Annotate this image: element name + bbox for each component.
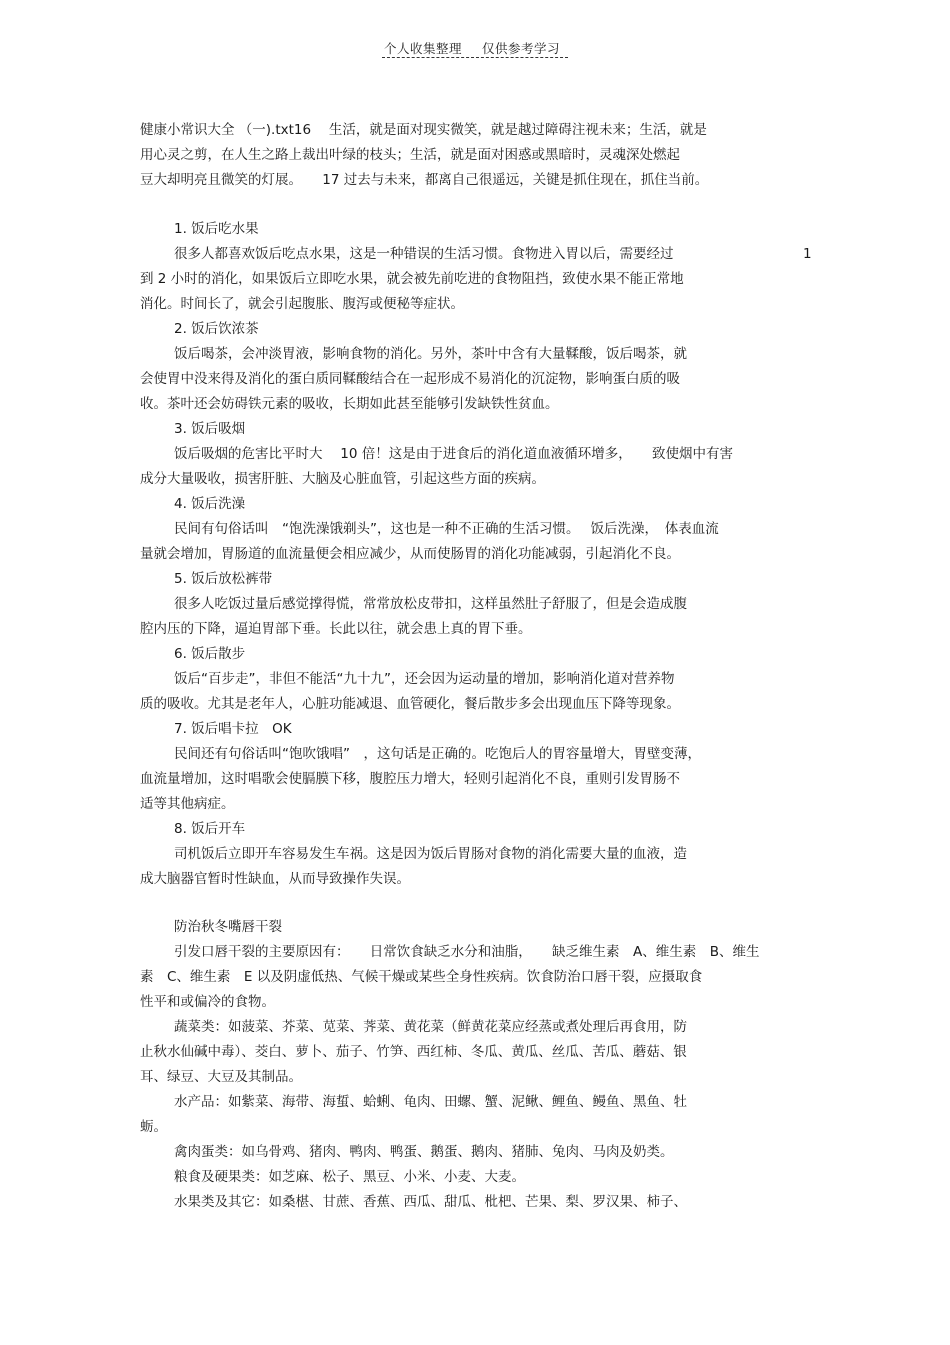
text-line: 适等其他病症。 [140, 796, 235, 812]
text-line: 性平和或偏冷的食物。 [140, 994, 275, 1010]
section-heading: 2. 饭后饮浓茶 [174, 321, 259, 337]
text-line: 蛎。 [140, 1119, 167, 1135]
text-line: 1 [803, 246, 812, 262]
text-line: 素 C、维生素 E 以及阴虚低热、气候干燥或某些全身性疾病。饮食防治口唇干裂，应摄取食 [140, 969, 703, 985]
text-line: 用心灵之剪，在人生之路上裁出叶绿的枝头；生活，就是面对困惑或黑暗时，灵魂深处燃起 [140, 147, 680, 163]
text-line: 民间有句俗话叫 “饱洗澡饿剃头”，这也是一种不正确的生活习惯。 饭后洗澡， 体表血流 [174, 521, 719, 537]
text-line: 到 2 小时的消化，如果饭后立即吃水果，就会被先前吃进的食物阻挡，致使水果不能正常地 [140, 271, 684, 287]
text-line: 饭后喝茶，会冲淡胃液，影响食物的消化。另外，茶叶中含有大量鞣酸，饭后喝茶，就 [174, 346, 687, 362]
text-line: 蔬菜类：如菠菜、芥菜、苋菜、荠菜、黄花菜（鲜黄花菜应经蒸或煮处理后再食用，防 [174, 1019, 687, 1035]
page-header [384, 39, 580, 57]
section-heading: 8. 饭后开车 [174, 821, 246, 837]
text-line: 成大脑器官暂时性缺血，从而导致操作失误。 [140, 871, 410, 887]
text-line: 粮食及硬果类：如芝麻、松子、黑豆、小米、小麦、大麦。 [174, 1169, 525, 1185]
text-line: 收。茶叶还会妨碍铁元素的吸收，长期如此甚至能够引发缺铁性贫血。 [140, 396, 559, 412]
text-line: 健康小常识大全 （一).txt16 生活，就是面对现实微笑，就是越过障碍注视未来；生活，就是 [140, 122, 707, 138]
section-heading: 1. 饭后吃水果 [174, 221, 259, 237]
text-line: 耳、绿豆、大豆及其制品。 [140, 1069, 302, 1085]
text-line: 饭后“百步走”，非但不能活“九十九”，还会因为运动量的增加，影响消化道对营养物 [174, 671, 675, 687]
text-line: 司机饭后立即开车容易发生车祸。这是因为饭后胃肠对食物的消化需要大量的血液，造 [174, 846, 687, 862]
text-line: 引发口唇干裂的主要原因有： 日常饮食缺乏水分和油脂， 缺乏维生素 A、维生素 B、维生 [174, 944, 760, 960]
section-heading: 6. 饭后散步 [174, 646, 246, 662]
text-line: 腔内压的下降，逼迫胃部下垂。长此以往，就会患上真的胃下垂。 [140, 621, 532, 637]
text-line: 会使胃中没来得及消化的蛋白质同鞣酸结合在一起形成不易消化的沉淀物，影响蛋白质的吸 [140, 371, 680, 387]
text-line: 血流量增加，这时唱歌会使膈膜下移，腹腔压力增大，轻则引起消化不良，重则引发胃肠不 [140, 771, 680, 787]
text-line: 成分大量吸收，损害肝脏、大脑及心脏血管，引起这些方面的疾病。 [140, 471, 545, 487]
text-line: 民间还有句俗话叫“饱吹饿唱” ，这句话是正确的。吃饱后人的胃容量增大，胃壁变薄， [174, 746, 701, 762]
header-right-text: 仅供参考学习 [482, 41, 561, 56]
text-line: 水产品：如紫菜、海带、海蜇、蛤蜊、龟肉、田螺、蟹、泥鳅、鲤鱼、鳗鱼、黑鱼、牡 [174, 1094, 687, 1110]
text-line: 消化。时间长了，就会引起腹胀、腹泻或便秘等症状。 [140, 296, 464, 312]
section-heading: 4. 饭后洗澡 [174, 496, 246, 512]
section-heading: 5. 饭后放松裤带 [174, 571, 273, 587]
header-left-text: 个人收集整理 [384, 41, 463, 56]
text-line: 饭后吸烟的危害比平时大 10 倍！这是由于进食后的消化道血液循环增多， 致使烟中有害 [174, 446, 734, 462]
section-heading: 防治秋冬嘴唇干裂 [174, 919, 282, 935]
text-line: 很多人吃饭过量后感觉撑得慌，常常放松皮带扣，这样虽然肚子舒服了，但是会造成腹 [174, 596, 687, 612]
text-line: 豆大却明亮且微笑的灯展。 17 过去与未来，都离自己很遥远，关键是抓住现在，抓住当前。 [140, 172, 709, 188]
text-line: 质的吸收。尤其是老年人，心脏功能减退、血管硬化，餐后散步多会出现血压下降等现象。 [140, 696, 680, 712]
section-heading: 7. 饭后唱卡拉 OK [174, 721, 292, 737]
text-line: 水果类及其它：如桑椹、甘蔗、香蕉、西瓜、甜瓜、枇杷、芒果、梨、罗汉果、柿子、 [174, 1194, 687, 1210]
header-divider [382, 57, 568, 58]
section-heading: 3. 饭后吸烟 [174, 421, 246, 437]
text-line: 禽肉蛋类：如乌骨鸡、猪肉、鸭肉、鸭蛋、鹅蛋、鹅肉、猪肺、兔肉、马肉及奶类。 [174, 1144, 674, 1160]
text-line: 很多人都喜欢饭后吃点水果，这是一种错误的生活习惯。食物进入胃以后，需要经过 [174, 246, 674, 262]
text-line: 止秋水仙碱中毒）、茭白、萝卜、茄子、竹笋、西红柿、冬瓜、黄瓜、丝瓜、苦瓜、蘑菇、银 [140, 1044, 687, 1060]
text-line: 量就会增加，胃肠道的血流量便会相应减少，从而使肠胃的消化功能减弱，引起消化不良。 [140, 546, 680, 562]
